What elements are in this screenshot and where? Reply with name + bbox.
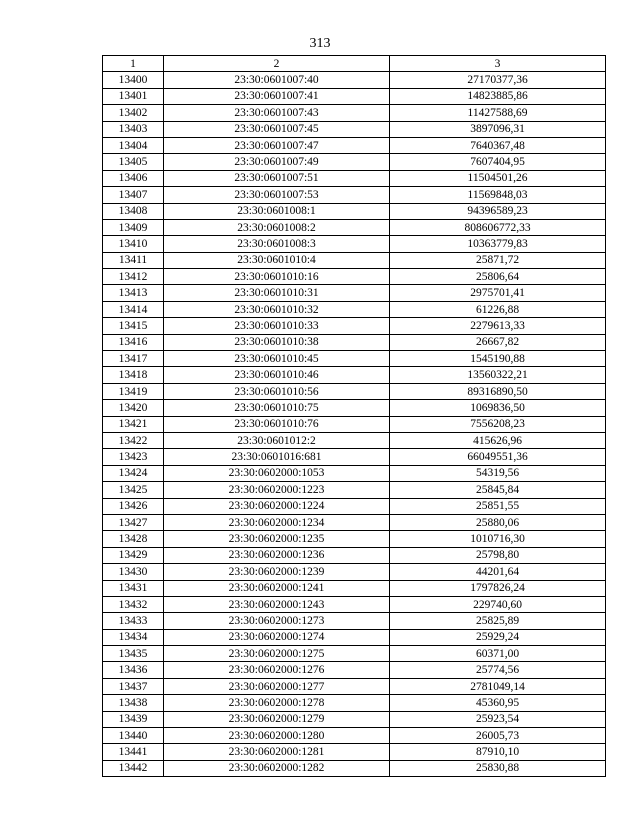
cadastral-number-cell: 23:30:0601007:41 [164,88,390,104]
row-number-cell: 13417 [103,351,164,367]
row-number-cell: 13416 [103,334,164,350]
cadastral-number-cell: 23:30:0601016:681 [164,449,390,465]
cadastral-number-cell: 23:30:0601007:51 [164,170,390,186]
row-number-cell: 13441 [103,744,164,760]
value-cell: 26667,82 [390,334,606,350]
table-row [103,432,606,448]
value-cell: 1069836,50 [390,400,606,416]
cadastral-number-cell: 23:30:0602000:1223 [164,482,390,498]
row-number-cell: 13439 [103,711,164,727]
value-cell: 54319,56 [390,465,606,481]
row-number-cell: 13418 [103,367,164,383]
row-number-cell: 13400 [103,72,164,88]
table-row [103,531,606,547]
row-number-cell: 13428 [103,531,164,547]
value-cell: 3897096,31 [390,121,606,137]
row-number-cell: 13429 [103,547,164,563]
table-row [103,219,606,235]
page-number: 313 [309,36,331,51]
row-number-cell: 13435 [103,646,164,662]
value-cell: 25880,06 [390,514,606,530]
row-number-cell: 13436 [103,662,164,678]
cadastral-number-cell: 23:30:0602000:1274 [164,629,390,645]
row-number-cell: 13423 [103,449,164,465]
table-row [103,482,606,498]
row-number-cell: 13415 [103,318,164,334]
value-cell: 2975701,41 [390,285,606,301]
value-cell: 229740,60 [390,596,606,612]
table-row [103,121,606,137]
value-cell: 25929,24 [390,629,606,645]
row-number-cell: 13407 [103,187,164,203]
value-cell: 2781049,14 [390,678,606,694]
value-cell: 66049551,36 [390,449,606,465]
table-row [103,137,606,153]
cadastral-number-cell: 23:30:0602000:1282 [164,760,390,776]
table-row [103,301,606,317]
row-number-cell: 13442 [103,760,164,776]
value-cell: 25923,54 [390,711,606,727]
value-cell: 415626,96 [390,432,606,448]
column-header: 3 [390,56,606,72]
table-row [103,613,606,629]
cadastral-number-cell: 23:30:0602000:1235 [164,531,390,547]
value-cell: 44201,64 [390,564,606,580]
value-cell: 7640367,48 [390,137,606,153]
table-row [103,728,606,744]
cadastral-number-cell: 23:30:0602000:1243 [164,596,390,612]
row-number-cell: 13405 [103,154,164,170]
column-header: 1 [103,56,164,72]
table-row [103,744,606,760]
table-row [103,383,606,399]
row-number-cell: 13413 [103,285,164,301]
cadastral-number-cell: 23:30:0601010:56 [164,383,390,399]
table-row [103,416,606,432]
table-row [103,678,606,694]
row-number-cell: 13408 [103,203,164,219]
table-row [103,252,606,268]
row-number-cell: 13434 [103,629,164,645]
table-row [103,596,606,612]
table-row [103,564,606,580]
value-cell: 10363779,83 [390,236,606,252]
value-cell: 1545190,88 [390,351,606,367]
cadastral-number-cell: 23:30:0601008:3 [164,236,390,252]
column-header: 2 [164,56,390,72]
table-row [103,334,606,350]
cadastral-number-cell: 23:30:0601007:40 [164,72,390,88]
value-cell: 25806,64 [390,269,606,285]
value-cell: 14823885,86 [390,88,606,104]
table-row [103,465,606,481]
cadastral-number-cell: 23:30:0601007:47 [164,137,390,153]
value-cell: 11569848,03 [390,187,606,203]
cadastral-number-cell: 23:30:0601010:33 [164,318,390,334]
data-table [102,55,606,777]
row-number-cell: 13438 [103,695,164,711]
cadastral-number-cell: 23:30:0602000:1275 [164,646,390,662]
value-cell: 89316890,50 [390,383,606,399]
table-row [103,72,606,88]
table-row [103,449,606,465]
cadastral-number-cell: 23:30:0602000:1234 [164,514,390,530]
row-number-cell: 13420 [103,400,164,416]
value-cell: 13560322,21 [390,367,606,383]
table-body [103,72,606,777]
table-row [103,285,606,301]
row-number-cell: 13424 [103,465,164,481]
value-cell: 60371,00 [390,646,606,662]
cadastral-number-cell: 23:30:0602000:1236 [164,547,390,563]
value-cell: 25798,80 [390,547,606,563]
table-row [103,695,606,711]
cadastral-number-cell: 23:30:0602000:1277 [164,678,390,694]
row-number-cell: 13406 [103,170,164,186]
table-row [103,514,606,530]
table-row [103,88,606,104]
row-number-cell: 13401 [103,88,164,104]
table-row [103,580,606,596]
table-row [103,187,606,203]
cadastral-number-cell: 23:30:0601007:45 [164,121,390,137]
value-cell: 7556208,23 [390,416,606,432]
table-row [103,646,606,662]
table-header-row [103,56,606,72]
value-cell: 7607404,95 [390,154,606,170]
value-cell: 11427588,69 [390,105,606,121]
row-number-cell: 13404 [103,137,164,153]
value-cell: 2279613,33 [390,318,606,334]
cadastral-number-cell: 23:30:0601010:31 [164,285,390,301]
value-cell: 26005,73 [390,728,606,744]
cadastral-number-cell: 23:30:0601012:2 [164,432,390,448]
row-number-cell: 13433 [103,613,164,629]
value-cell: 11504501,26 [390,170,606,186]
table-row [103,170,606,186]
value-cell: 25851,55 [390,498,606,514]
table-row [103,711,606,727]
table-row [103,367,606,383]
row-number-cell: 13409 [103,219,164,235]
row-number-cell: 13412 [103,269,164,285]
cadastral-number-cell: 23:30:0601008:2 [164,219,390,235]
table-row [103,351,606,367]
cadastral-number-cell: 23:30:0602000:1276 [164,662,390,678]
row-number-cell: 13432 [103,596,164,612]
table-row [103,498,606,514]
value-cell: 1010716,30 [390,531,606,547]
row-number-cell: 13419 [103,383,164,399]
row-number-cell: 13410 [103,236,164,252]
row-number-cell: 13421 [103,416,164,432]
value-cell: 25774,56 [390,662,606,678]
cadastral-number-cell: 23:30:0601007:53 [164,187,390,203]
value-cell: 25871,72 [390,252,606,268]
row-number-cell: 13427 [103,514,164,530]
cadastral-number-cell: 23:30:0601010:38 [164,334,390,350]
row-number-cell: 13426 [103,498,164,514]
value-cell: 25825,89 [390,613,606,629]
row-number-cell: 13425 [103,482,164,498]
table-row [103,400,606,416]
cadastral-number-cell: 23:30:0601008:1 [164,203,390,219]
cadastral-number-cell: 23:30:0602000:1239 [164,564,390,580]
cadastral-number-cell: 23:30:0602000:1278 [164,695,390,711]
table-row [103,269,606,285]
value-cell: 27170377,36 [390,72,606,88]
table-row [103,662,606,678]
cadastral-number-cell: 23:30:0601010:76 [164,416,390,432]
row-number-cell: 13403 [103,121,164,137]
table-row [103,105,606,121]
cadastral-number-cell: 23:30:0602000:1280 [164,728,390,744]
cadastral-number-cell: 23:30:0602000:1273 [164,613,390,629]
value-cell: 94396589,23 [390,203,606,219]
cadastral-number-cell: 23:30:0601010:75 [164,400,390,416]
table-row [103,154,606,170]
table-row [103,236,606,252]
cadastral-number-cell: 23:30:0601010:46 [164,367,390,383]
cadastral-number-cell: 23:30:0601010:45 [164,351,390,367]
cadastral-number-cell: 23:30:0601007:43 [164,105,390,121]
value-cell: 87910,10 [390,744,606,760]
cadastral-number-cell: 23:30:0601007:49 [164,154,390,170]
table-row [103,318,606,334]
row-number-cell: 13437 [103,678,164,694]
row-number-cell: 13440 [103,728,164,744]
row-number-cell: 13411 [103,252,164,268]
cadastral-number-cell: 23:30:0602000:1053 [164,465,390,481]
cadastral-number-cell: 23:30:0601010:16 [164,269,390,285]
cadastral-number-cell: 23:30:0602000:1241 [164,580,390,596]
value-cell: 808606772,33 [390,219,606,235]
row-number-cell: 13431 [103,580,164,596]
table-row [103,547,606,563]
row-number-cell: 13430 [103,564,164,580]
value-cell: 25830,88 [390,760,606,776]
cadastral-number-cell: 23:30:0602000:1224 [164,498,390,514]
table-row [103,203,606,219]
table-row [103,629,606,645]
value-cell: 61226,88 [390,301,606,317]
row-number-cell: 13414 [103,301,164,317]
cadastral-number-cell: 23:30:0601010:4 [164,252,390,268]
value-cell: 45360,95 [390,695,606,711]
value-cell: 25845,84 [390,482,606,498]
cadastral-number-cell: 23:30:0601010:32 [164,301,390,317]
value-cell: 1797826,24 [390,580,606,596]
cadastral-number-cell: 23:30:0602000:1281 [164,744,390,760]
row-number-cell: 13402 [103,105,164,121]
table-row [103,760,606,776]
row-number-cell: 13422 [103,432,164,448]
cadastral-number-cell: 23:30:0602000:1279 [164,711,390,727]
